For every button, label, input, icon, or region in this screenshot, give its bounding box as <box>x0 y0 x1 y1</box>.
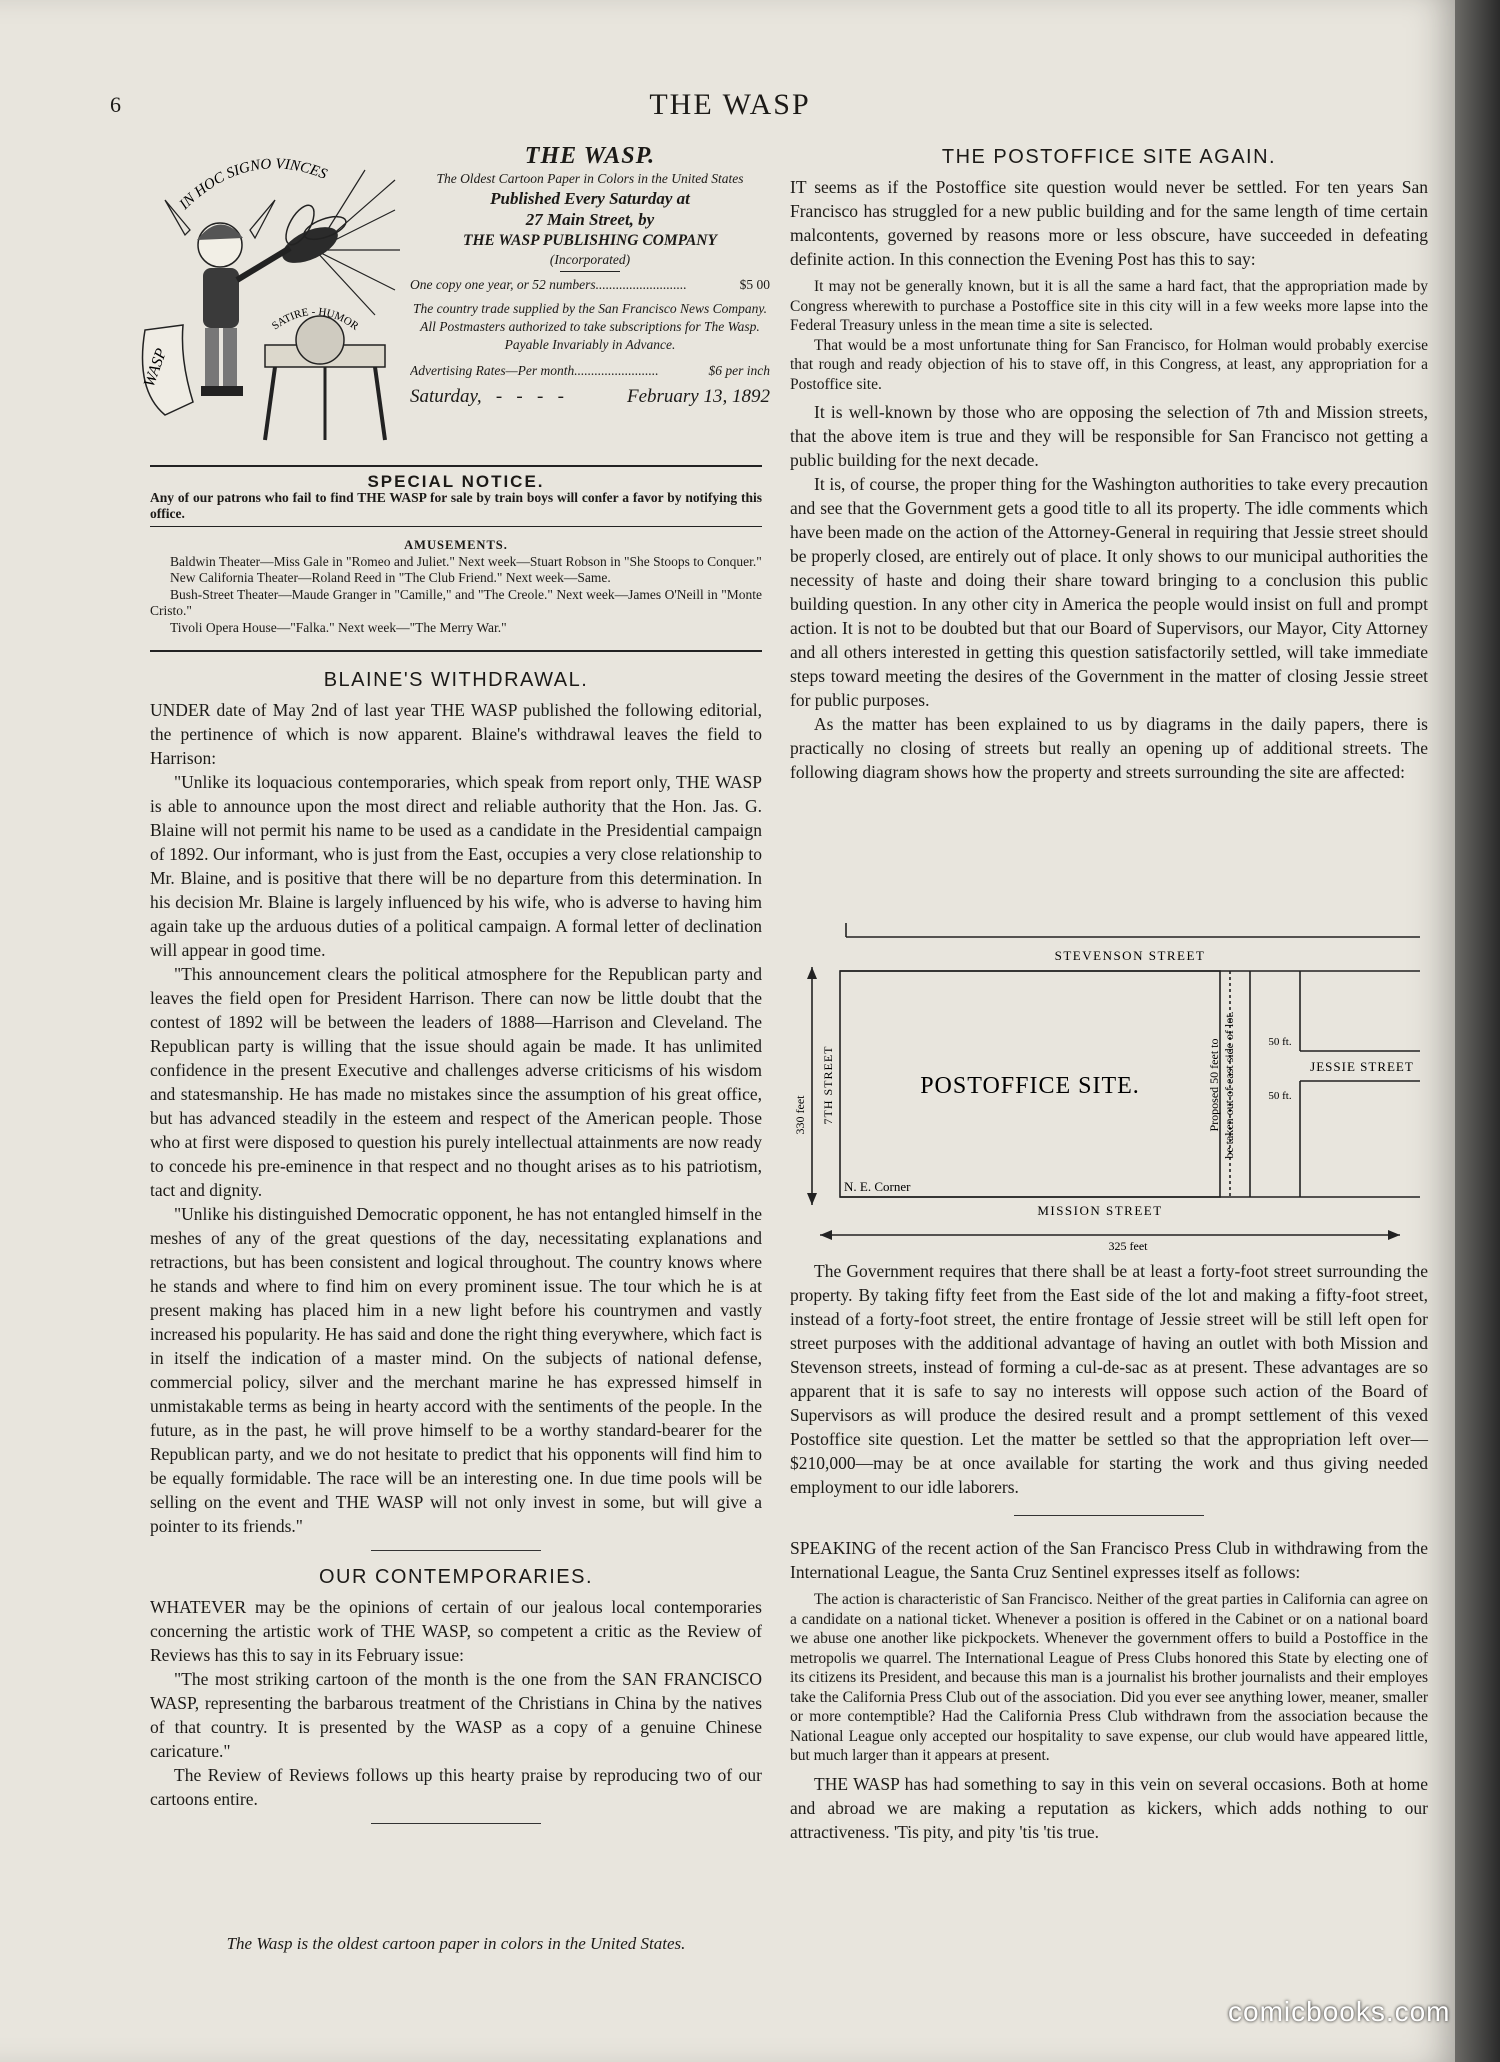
running-head: THE WASP <box>649 88 811 121</box>
rate-label: One copy one year, or 52 numbers........................... <box>410 277 687 292</box>
postoffice-quote: It may not be generally known, but it is all the same a hard fact, that the appropriation made by Congress wherewith to purchase a Postoffice site in this city will in a few weeks more lapse into the Federal Treasury unless in the mean time a site is selected. <box>790 278 1428 334</box>
rate-row <box>410 276 770 294</box>
amusement-line: Baldwin Theater—Miss Gale in "Romeo and Juliet." Next week—Stuart Robson in "She Stoops to Conquer." <box>170 553 762 569</box>
amusement-line: New California Theater—Roland Reed in "The Club Friend." Next week—Same. <box>170 570 611 585</box>
diagram-fifty-top: 50 ft. <box>1268 1036 1292 1048</box>
postoffice-paragraph: It is well-known by those who are opposing the selection of 7th and Mission streets, that the above item is true and they will be responsible for San Francisco not getting a public building for the next decade. <box>790 402 1428 470</box>
masthead-publisher: THE WASP PUBLISHING COMPANY <box>463 232 717 249</box>
blaine-paragraph: "This announcement clears the political atmosphere for the Republican party and leaves the field open for President Harrison. There can now be little doubt that the contest of 1892 will be between the leaders of 1888—Harrison and Cleveland. The Republican party is willing that the issue should again be made. It has unlimited confidence in the present Executive and challenges adverse criticisms of his wisdom and statesmanship. He has made no mistakes since the assumption of his great office, but has advanced steadily in the esteem and respect of the American people. Those who at first were disposed to question his purely intellectual attainments are now ready to concede his pre-eminence in that respect and no thought arises as to his patriotism, tact and dignity. <box>150 964 762 1200</box>
diagram-325-feet: 325 feet <box>1108 1239 1148 1253</box>
special-notice-title: SPECIAL NOTICE. <box>367 472 545 491</box>
blaine-paragraph: "Unlike its loquacious contemporaries, which speak from report only, THE WASP is able to announce upon the most direct and reliable authority that the Hon. Jas. G. Blaine will not permit his name to be used as a candidate in the Presidential campaign of 1892. Our informant, who is just from the East, occupies a very close relationship to Mr. Blaine, and is positive that there will be no departure from this determination. In his decision Mr. Blaine is largely influenced by his wife, who is adverse to having him again take up the arduous duties of a political campaign. A formal letter of declination will appear in good time. <box>150 772 762 960</box>
page-number: 6 <box>110 92 121 117</box>
special-notice <box>150 474 762 522</box>
blaine-heading: BLAINE'S WITHDRAWAL. <box>323 669 589 691</box>
press-club-paragraph: SPEAKING of the recent action of the San Francisco Press Club in withdrawing from the International League, the Santa Cruz Sentinel expresses itself as follows: <box>790 1538 1428 1582</box>
amusements <box>150 537 762 636</box>
blaine-paragraph: UNDER date of May 2nd of last year THE WASP published the following editorial, the pertinence of which is now apparent. Blaine's withdrawal leaves the field to Harrison: <box>150 700 762 768</box>
masthead <box>410 142 770 406</box>
contemporaries-paragraph: "The most striking cartoon of the month is the one from the SAN FRANCISCO WASP, representing the barbarous treatment of the Christians in China by the natives of that country. It is presented by the WASP as a copy of a genuine Chinese caricature." <box>150 1669 762 1761</box>
page-edge-shadow <box>1455 0 1500 2062</box>
postoffice-heading: THE POSTOFFICE SITE AGAIN. <box>941 146 1277 168</box>
wasp-masthead-illustration <box>125 140 405 450</box>
postoffice-quote: That would be a most unfortunate thing for San Francisco, for Holman would probably exercise that rough and ready objection of his to stave off, in this Congress, at least, any appropriation for a Postoffice site. <box>790 336 1428 393</box>
diagram-site: POSTOFFICE SITE. <box>920 1073 1140 1099</box>
contemporaries-paragraph: The Review of Reviews follows up this hearty praise by reproducing two of our cartoons entire. <box>150 1765 762 1809</box>
masthead-incorporated: (Incorporated) <box>549 252 631 267</box>
postoffice-paragraph: As the matter has been explained to us by diagrams in the daily papers, there is practically no closing of streets but really an opening up of additional streets. The following diagram shows how the property and streets surrounding the site are affected: <box>790 714 1428 782</box>
section-divider <box>1014 1515 1204 1516</box>
right-column <box>790 145 1428 784</box>
diagram-mission: MISSION STREET <box>1037 1203 1163 1218</box>
masthead-divider <box>560 271 620 272</box>
bag-label: WASP <box>140 346 171 390</box>
rate-value: $5 00 <box>739 277 770 292</box>
masthead-motto: IN HOC SIGNO VINCES <box>176 156 330 213</box>
contemporaries-paragraph: WHATEVER may be the opinions of certain of our jealous local contemporaries concerning the artistic work of THE WASP, so competent a critic as the Review of Reviews has this to say in its February issue: <box>150 1597 762 1665</box>
contemporaries-heading: OUR CONTEMPORARIES. <box>318 1566 594 1588</box>
diagram-proposed-1: Proposed 50 feet to <box>1207 1038 1221 1132</box>
masthead-title: THE WASP. <box>524 143 656 169</box>
date-label: Saturday, - - - - <box>410 386 564 407</box>
postoffice-paragraph: It is, of course, the proper thing for the Washington authorities to take every precaution and see that the Government gets a good title to all its property. The idle comments which have been made on the action of the Attorney-General in requiring that Jessie street should be properly closed, are entirely out of place. It only shows to our municipal authorities the necessity of haste and doing their share toward bringing to a conclusion this public building question. In any other city in America the people would insist on full and prompt action. It is not to be doubted but that our Board of Supervisors, our Mayor, City Attorney and all others interested in getting this question satisfactorily settled, will take immediate steps toward meeting the desires of the Government in the matter of closing Jessie street for public purposes. <box>790 474 1428 710</box>
postoffice-paragraph: The Government requires that there shall be at least a forty-foot street surrounding the property. By taking fifty feet from the East side of the lot and making a fifty-foot street, instead of a forty-foot street, the entire frontage of Jessie street will be still left open for street purposes with the additional advantage of having an outlet with both Mission and Stevenson streets, instead of forming a cul-de-sac as at present. These advantages are so apparent that it is safe to say no interests will oppose such action of the Board of Supervisors as will produce the desired result and a prompt settlement of this vexed Postoffice site question. Let the matter be settled so that the appropriation left over—$210,000—may be at once available for starting the work and thus giving needed employment to our idle laborers. <box>790 1261 1428 1497</box>
amusement-line: Bush-Street Theater—Maude Granger in "Camille," and "The Creole." Next week—James O'Neill in "Monte Cristo." <box>150 586 762 618</box>
section-divider <box>371 1823 541 1824</box>
trade-line-1: The country trade supplied by the San Francisco News Company. <box>413 301 767 316</box>
diagram-ne-corner: N. E. Corner <box>844 1179 911 1194</box>
trade-line-2: All Postmasters authorized to take subscriptions for The Wasp. <box>420 319 760 334</box>
adv-label: Advertising Rates—Per month......................... <box>410 363 659 378</box>
left-column <box>150 668 762 1838</box>
rule-top <box>150 465 762 467</box>
diagram-jessie: JESSIE STREET <box>1310 1059 1414 1074</box>
right-column-lower <box>790 1259 1428 1844</box>
masthead-tagline: The Oldest Cartoon Paper in Colors in the United States <box>436 171 744 186</box>
amusements-title: AMUSEMENTS. <box>404 538 508 552</box>
postoffice-paragraph: IT seems as if the Postoffice site question would never be settled. For ten years San Francisco has struggled for a new public building and for the same length of time certain malcontents, governed by reasons more or less obscure, have succeeded in defeating definite action. In this connection the Evening Post has this to say: <box>790 177 1428 269</box>
diagram-330-feet: 330 feet <box>793 1095 807 1135</box>
page-footer: The Wasp is the oldest cartoon paper in colors in the United States. <box>226 1934 686 1953</box>
date-value: February 13, 1892 <box>626 386 770 407</box>
payable-line: Payable Invariably in Advance. <box>504 337 676 352</box>
date-row <box>410 388 770 406</box>
rule-amusements <box>150 650 762 652</box>
diagram-stevenson: STEVENSON STREET <box>1054 948 1206 963</box>
press-club-paragraph: THE WASP has had something to say in this vein on several occasions. Both at home and abroad we are making a reputation as kickers, which adds nothing to our attractiveness. 'Tis pity, and pity 'tis 'tis true. <box>790 1773 1428 1842</box>
diagram-fifty-bottom: 50 ft. <box>1268 1090 1292 1102</box>
special-notice-text: Any of our patrons who fail to find THE WASP for sale by train boys will confer a favor by notifying this office. <box>150 490 762 521</box>
postoffice-site-diagram <box>790 915 1430 1255</box>
press-club-quote: The action is characteristic of San Francisco. Neither of the great parties in California can agree on a candidate on a national ticket. Whenever a position is offered in the Cabinet or on a national board we abuse one another like pickpockets. Whenever the government offers to build a Postoffice in the metropolis we quarrel. The International League of Press Clubs honored this State by electing one of its citizens its President, and because this man is a journalist his brother journalists and their employes take the California Press Club out of the association. Did you ever see anything lower, meaner, smaller or more contemptible? Had the California Press Club withdrawn from the association because the National League only accepted our hospitality to save expense, our club would have appeared little, but much larger than it appears at present. <box>790 1591 1428 1764</box>
rule-notice <box>150 526 762 527</box>
section-divider <box>371 1550 541 1551</box>
watermark: comicbooks.com <box>1228 1996 1451 2027</box>
masthead-published-1: Published Every Saturday at <box>490 189 690 208</box>
amusement-line: Tivoli Opera House—"Falka." Next week—"The Merry War." <box>170 619 507 635</box>
adv-value: $6 per inch <box>708 363 770 378</box>
adv-row <box>410 362 770 380</box>
diagram-7th-street: 7TH STREET <box>821 1045 835 1125</box>
diagram-proposed-2: be taken out of east side of lot. <box>1222 1011 1236 1159</box>
grinder-label: SATIRE - HUMOR <box>269 305 361 333</box>
masthead-published-2: 27 Main Street, by <box>525 210 655 229</box>
blaine-paragraph: "Unlike his distinguished Democratic opponent, he has not entangled himself in the meshes of any of the great questions of the day, necessitating explanations and retractions, but has been consistent and logical throughout. The country knows where he stands and where to find him on every prominent issue. The tour which he is at present making has placed him in a new light before his countrymen and vastly increased his popularity. He has said and done the right thing everywhere, which fact is in itself the indication of a master mind. On the subjects of national defense, commercial policy, silver and the merchant marine he has expressed himself in unmistakable terms as being in hearty accord with the sentiments of the people. In the future, as in the past, he will prove himself to be a worthy standard-bearer for the Republican party, and we do not hesitate to predict that his opponents will find him to be equally formidable. The race will be an interesting one. In due time pools will be selling on the event and THE WASP will not only invest in some, but will give a pointer to its friends." <box>150 1204 762 1536</box>
